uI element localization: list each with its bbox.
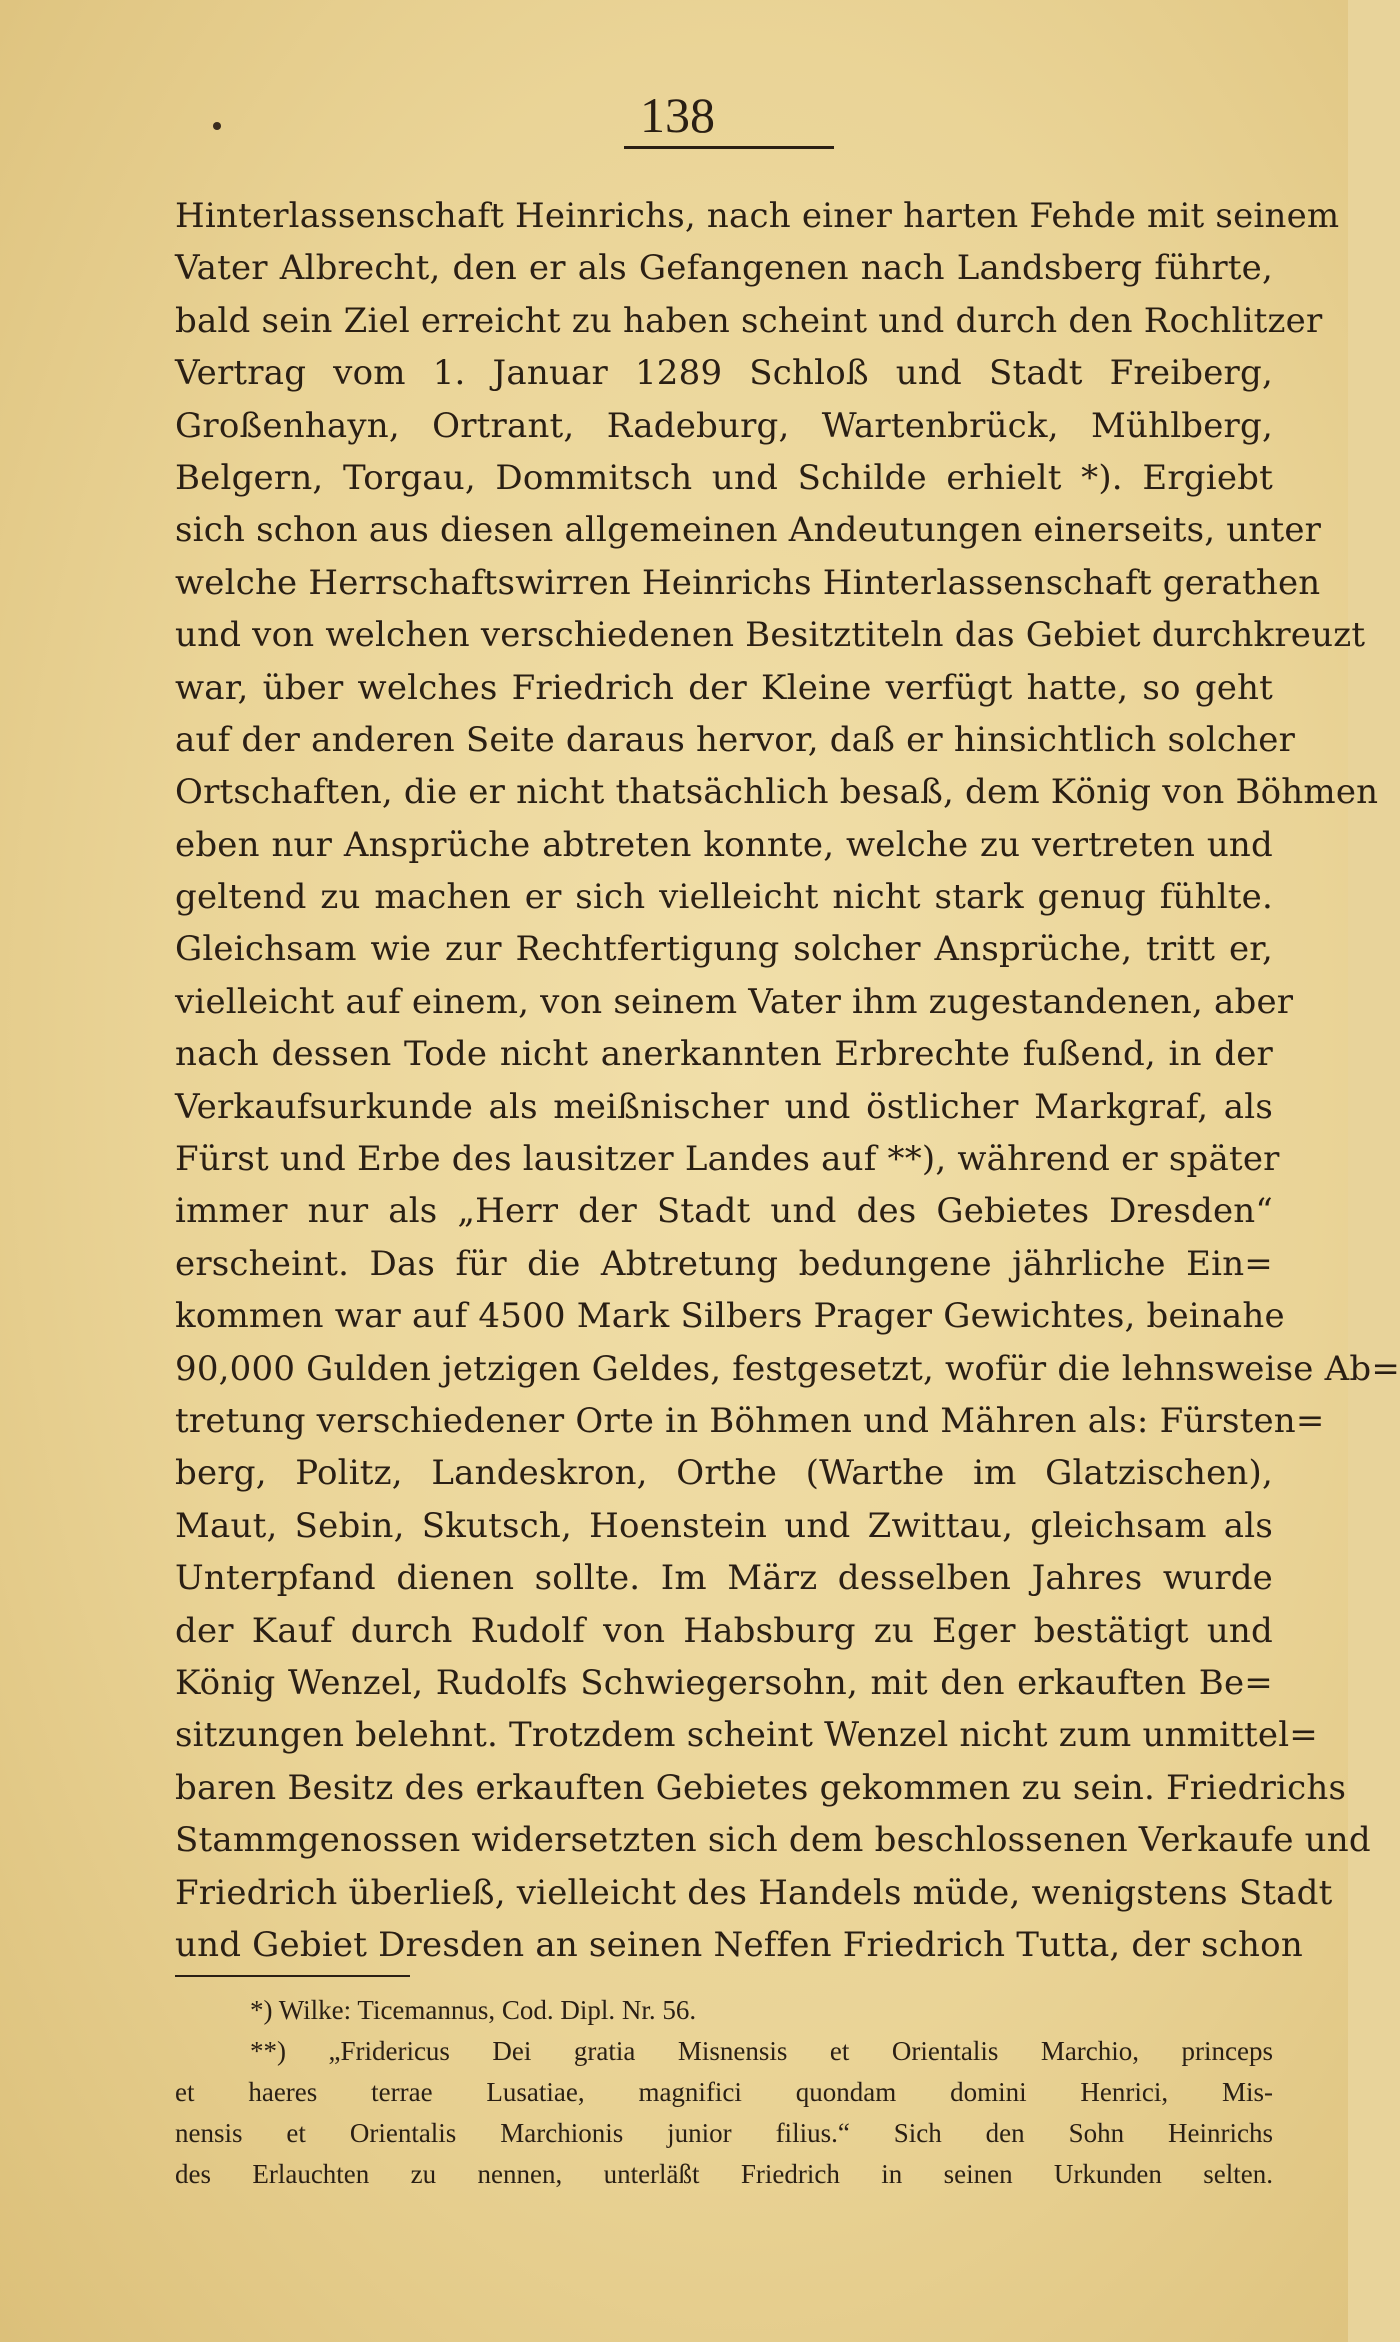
text-line: Stammgenossen widersetzten sich dem beschlossenen Verkaufe und [175,1820,1371,1861]
text-line: auf der anderen Seite daraus hervor, daß er hinsichtlich solcher [175,719,1296,760]
text-line: geltend zu machen er sich vielleicht nicht stark genug fühlte. [175,877,1273,918]
text-line: Friedrich überließ, vielleicht des Handels müde, wenigstens Stadt [175,1872,1333,1913]
text-line: Vertrag vom 1. Januar 1289 Schloß und Stadt Freiberg, [175,353,1273,394]
text-line: war, über welches Friedrich der Kleine verfügt hatte, so geht [175,667,1273,708]
text-line: König Wenzel, Rudolfs Schwiegersohn, mit den erkauften Be= [175,1662,1273,1703]
page-number: 138 [640,87,715,143]
text-line: der Kauf durch Rudolf von Habsburg zu Eger bestätigt und [175,1610,1273,1651]
text-line: bald sein Ziel erreicht zu haben scheint und durch den Rochlitzer [175,300,1323,341]
text-line: und Gebiet Dresden an seinen Neffen Friedrich Tutta, der schon [175,1924,1303,1965]
text-line: tretung verschiedener Orte in Böhmen und Mähren als: Fürsten= [175,1400,1325,1441]
text-line: sitzungen belehnt. Trotzdem scheint Wenzel nicht zum unmittel= [175,1715,1318,1756]
footnote-line: **) „Fridericus Dei gratia Misnensis et Orientalis Marchio, princeps [250,2036,1273,2066]
footnote-line: *) Wilke: Ticemannus, Cod. Dipl. Nr. 56. [250,1995,697,2025]
text-line: Fürst und Erbe des lausitzer Landes auf **), während er später [175,1139,1280,1180]
footnote-line: nensis et Orientalis Marchionis junior filius.“ Sich den Sohn Heinrichs [175,2118,1273,2148]
text-line: vielleicht auf einem, von seinem Vater ihm zugestandenen, aber [175,981,1294,1022]
text-line: Großenhayn, Ortrant, Radeburg, Wartenbrück, Mühlberg, [175,405,1273,446]
text-line: immer nur als „Herr der Stadt und des Gebietes Dresden“ [175,1191,1273,1232]
text-line: Unterpfand dienen sollte. Im März desselben Jahres wurde [175,1558,1273,1599]
text-line: welche Herrschaftswirren Heinrichs Hinterlassenschaft gerathen [175,562,1321,603]
footnote-line: et haeres terrae Lusatiae, magnifici quondam domini Henrici, Mis- [175,2077,1273,2107]
page-number-rule [624,146,834,149]
text-line: berg, Politz, Landeskron, Orthe (Warthe im Glatzischen), [175,1453,1273,1494]
text-line: Belgern, Torgau, Dommitsch und Schilde erhielt *). Ergiebt [175,457,1273,498]
text-line: und von welchen verschiedenen Besitztiteln das Gebiet durchkreuzt [175,615,1366,656]
text-line: Verkaufsurkunde als meißnischer und östlicher Markgraf, als [175,1086,1273,1127]
text-line: erscheint. Das für die Abtretung bedungene jährliche Ein= [175,1243,1273,1284]
text-line: eben nur Ansprüche abtreten konnte, welche zu vertreten und [175,824,1273,865]
text-line: nach dessen Tode nicht anerkannten Erbrechte fußend, in der [175,1034,1273,1075]
text-line: kommen war auf 4500 Mark Silbers Prager Gewichtes, beinahe [175,1296,1285,1337]
text-line: sich schon aus diesen allgemeinen Andeutungen einerseits, unter [175,510,1322,551]
text-line: Maut, Sebin, Skutsch, Hoenstein und Zwittau, gleichsam als [175,1505,1273,1546]
footnote-rule [175,1975,410,1977]
text-line: baren Besitz des erkauften Gebietes gekommen zu sein. Friedrichs [175,1767,1347,1808]
text-line: Gleichsam wie zur Rechtfertigung solcher Ansprüche, tritt er, [175,929,1273,970]
text-line: Hinterlassenschaft Heinrichs, nach einer harten Fehde mit seinem [175,196,1340,236]
text-line: 90,000 Gulden jetzigen Geldes, festgesetzt, wofür die lehnsweise Ab= [175,1348,1400,1389]
ink-dot [213,122,221,130]
footnotes [175,1990,1273,2195]
text-line: Ortschaften, die er nicht thatsächlich besaß, dem König von Böhmen [175,772,1379,813]
body-text [175,190,1400,1971]
footnote-line: des Erlauchten zu nennen, unterläßt Friedrich in seinen Urkunden selten. [175,2159,1273,2189]
text-line: Vater Albrecht, den er als Gefangenen nach Landsberg führte, [175,248,1273,289]
